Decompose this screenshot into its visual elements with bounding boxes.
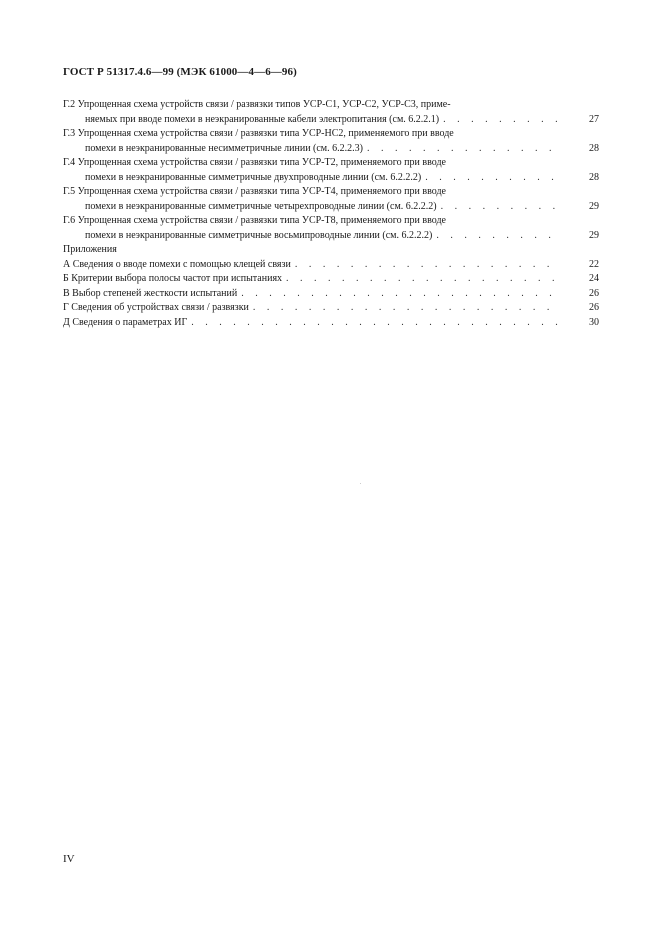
toc-entry-title: Д Сведения о параметрах ИГ [63, 316, 188, 328]
leader-dots [437, 200, 559, 215]
toc-page-number: 30 [589, 316, 599, 328]
toc-entry-title-cont: помехи в неэкранированные симметричные четырехпроводные линии (см. 6.2.2.2) [85, 200, 437, 212]
toc-entry-title: А Сведения о вводе помехи с помощью клещей связи [63, 258, 291, 270]
toc-page-number: 27 [589, 113, 599, 125]
toc-entry-title-cont: помехи в неэкранированные симметричные восьмипроводные линии (см. 6.2.2.2) [85, 229, 433, 241]
page-header: ГОСТ Р 51317.4.6—99 (МЭК 61000—4—6—96) [63, 66, 297, 78]
toc-page-number: 29 [589, 229, 599, 241]
toc-entry-title: Г.4 Упрощенная схема устройства связи / развязки типа УСР-Т2, применяемого при вводе [63, 157, 446, 168]
toc-entry-g6[interactable] [63, 214, 599, 243]
toc-page-number: 24 [589, 273, 599, 284]
toc-appendix-b[interactable] [63, 272, 599, 287]
toc-appendix-g[interactable] [63, 301, 599, 316]
leader-dots [187, 316, 559, 331]
toc-page-number: 26 [589, 302, 599, 313]
toc-entry-g2[interactable] [63, 98, 599, 127]
leader-dots [363, 142, 559, 157]
toc-entry-title-cont: няемых при вводе помехи в неэкранированные кабели электропитания (см. 6.2.2.1) [85, 113, 440, 125]
toc-page-number: 28 [589, 171, 599, 183]
leader-dots [282, 272, 559, 287]
toc-appendix-a[interactable] [63, 258, 599, 273]
toc-appendix-d[interactable] [63, 316, 599, 331]
toc-entry-g5[interactable] [63, 185, 599, 214]
toc-entry-g3[interactable] [63, 127, 599, 156]
toc-entry-title: В Выбор степеней жесткости испытаний [63, 287, 238, 299]
leader-dots [249, 301, 559, 316]
leader-dots [421, 171, 559, 186]
table-of-contents [63, 98, 599, 330]
toc-entry-title: Б Критерии выбора полосы частот при испытаниях [63, 273, 283, 284]
toc-entry-title: Г.2 Упрощенная схема устройств связи / развязки типов УСР-С1, УСР-С2, УСР-С3, приме- [63, 99, 451, 110]
toc-appendix-v[interactable] [63, 287, 599, 302]
appendices-heading: Приложения [63, 244, 117, 255]
toc-entry-g4[interactable] [63, 156, 599, 185]
toc-entry-title: Г.3 Упрощенная схема устройства связи / развязки типа УСР-НС2, применяемого при вводе [63, 128, 454, 139]
leader-dots [291, 258, 559, 273]
scan-speck [360, 483, 361, 484]
leader-dots [237, 287, 559, 302]
page-number: IV [63, 853, 75, 865]
toc-entry-title-cont: помехи в неэкранированные симметричные двухпроводные линии (см. 6.2.2.2) [85, 171, 422, 183]
leader-dots [439, 113, 559, 128]
toc-page-number: 28 [589, 142, 599, 154]
toc-entry-title-cont: помехи в неэкранированные несимметричные линии (см. 6.2.2.3) [85, 142, 363, 154]
toc-entry-title: Г.5 Упрощенная схема устройства связи / развязки типа УСР-Т4, применяемого при вводе [63, 186, 446, 197]
toc-page-number: 29 [589, 200, 599, 212]
toc-page-number: 26 [589, 287, 599, 299]
toc-page-number: 22 [589, 258, 599, 270]
toc-entry-title: Г.6 Упрощенная схема устройства связи / развязки типа УСР-Т8, применяемого при вводе [63, 215, 446, 226]
leader-dots [432, 229, 559, 244]
toc-entry-title: Г Сведения об устройствах связи / развязки [63, 302, 249, 313]
